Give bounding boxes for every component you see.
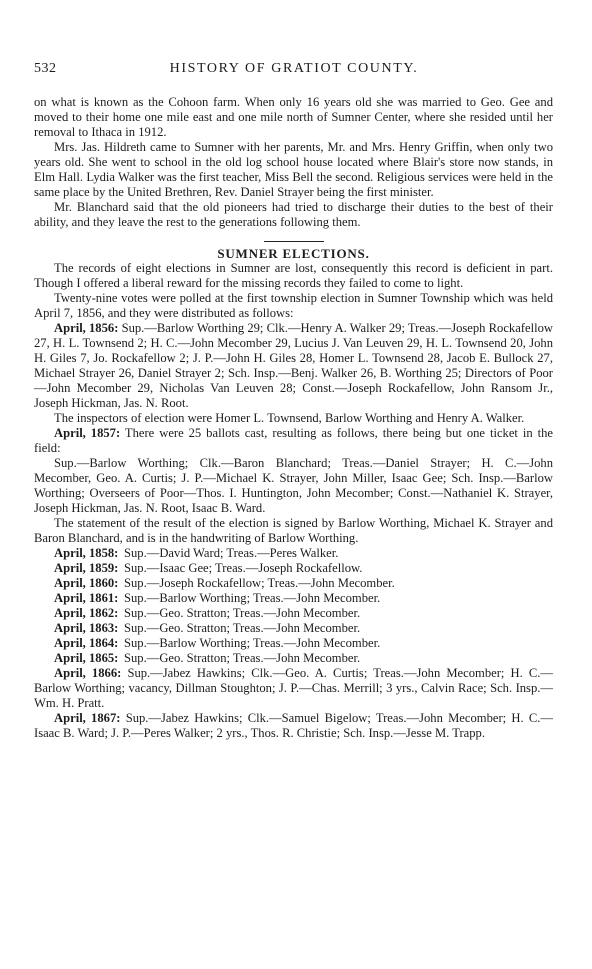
list-item <box>34 561 553 576</box>
page-body <box>34 95 553 741</box>
election-year-list <box>34 546 553 666</box>
list-item <box>34 651 553 666</box>
year-label: April, 1866: <box>54 666 122 680</box>
paragraph: The inspectors of election were Homer L. Townsend, Barlow Worthing and Henry A. Walker. <box>54 411 525 425</box>
paragraph: on what is known as the Cohoon farm. When only 16 years old she was married to Geo. Gee and moved to their home one mile east and one mile north of Sumner Center, where she resided until her removal to Ithaca in 1912. <box>34 95 553 139</box>
paragraph: Mrs. Jas. Hildreth came to Sumner with her parents, Mr. and Mrs. Henry Griffin, when only two years old. She went to school in the old log school house located where Blair's store now stands, in Elm Hall. Lydia Walker was the first teacher, Miss Bell the second. Religious services were held in the same place by the United Brethren, Rev. Daniel Strayer being the first minister. <box>34 140 553 199</box>
year-label: April, 1861: <box>54 591 119 605</box>
list-item <box>34 576 553 591</box>
year-label: April, 1862: <box>54 606 119 620</box>
paragraph: The statement of the result of the election is signed by Barlow Worthing, Michael K. Strayer and Baron Blanchard, and is in the handwriting of Barlow Worthing. <box>34 516 553 545</box>
year-label: April, 1859: <box>54 561 119 575</box>
paragraph-1866 <box>34 666 553 711</box>
list-item <box>34 636 553 651</box>
year-label: April, 1856: <box>54 321 119 335</box>
year-label: April, 1863: <box>54 621 119 635</box>
election-results: Sup.—Barlow Worthing; Treas.—John Mecomber. <box>124 591 381 605</box>
election-results: Sup.—David Ward; Treas.—Peres Walker. <box>124 546 339 560</box>
paragraph: Sup.—Barlow Worthing; Clk.—Baron Blanchard; Treas.—Daniel Strayer; H. C.—John Mecomber, Geo. A. Curtis; J. P.—Michael K. Strayer, John Miller, Isaac Gee; Sch. Insp.—Barlow Worthing; Overseers of Poor—Thos. I. Huntington, John Mecomber; Const.—Nathaniel K. Strayer, Joseph Hickman, Jas. N. Root, Isaac B. Ward. <box>34 456 553 515</box>
election-results: Sup.—Barlow Worthing 29; Clk.—Henry A. Walker 29; Treas.—Joseph Rockafellow 27, H. L. Townsend 2; H. C.—John Mecomber 29, Lucius J. Van Leuven 29, H. L. Townsend 20, John H. Giles 7, Jo. Rockafellow 2; J. P.—John H. Giles 28, Homer L. Townsend 28, Jacob E. Bullock 27, Michael Strayer 26, Daniel Strayer 2; Sch. Insp.—Benj. Walker 26, B. Worthing 25; Directors of Poor—John Mecomber 29, Nicholas Van Leuven 28; Const.—Joseph Rockafellow, John Ransom Jr., Joseph Hickman, Jas. N. Root. <box>34 321 553 410</box>
election-results: There were 25 ballots cast, resulting as follows, there being but one ticket in the field: <box>34 426 554 455</box>
paragraph: Mr. Blanchard said that the old pioneers had tried to discharge their duties to the best of their ability, and they leave the rest to the generations following them. <box>34 200 553 229</box>
election-results: Sup.—Barlow Worthing; Treas.—John Mecomber. <box>124 636 381 650</box>
election-results: Sup.—Jabez Hawkins; Clk.—Samuel Bigelow; Treas.—John Mecomber; H. C.—Isaac B. Ward; J. P.—Peres Walker; 2 yrs., Thos. R. Christie; Sch. Insp.—Jesse M. Trapp. <box>34 711 553 740</box>
list-item <box>34 606 553 621</box>
section-title: SUMNER ELECTIONS. <box>217 246 370 261</box>
page-number: 532 <box>34 61 57 76</box>
election-results: Sup.—Geo. Stratton; Treas.—John Mecomber. <box>124 621 361 635</box>
election-results: Sup.—Joseph Rockafellow; Treas.—John Mecomber. <box>124 576 395 590</box>
election-results: Sup.—Geo. Stratton; Treas.—John Mecomber. <box>124 651 361 665</box>
election-results: Sup.—Isaac Gee; Treas.—Joseph Rockafellow. <box>124 561 363 575</box>
list-item <box>34 621 553 636</box>
year-label: April, 1867: <box>54 711 121 725</box>
year-label: April, 1857: <box>54 426 121 440</box>
running-title: HISTORY OF GRATIOT COUNTY. <box>169 61 419 76</box>
list-item <box>34 546 553 561</box>
paragraph: Twenty-nine votes were polled at the first township election in Sumner Township which was held April 7, 1856, and they were distributed as follows: <box>34 291 553 320</box>
election-results: Sup.—Geo. Stratton; Treas.—John Mecomber. <box>124 606 361 620</box>
paragraph-1867 <box>34 711 553 741</box>
year-label: April, 1865: <box>54 651 119 665</box>
year-label: April, 1864: <box>54 636 119 650</box>
paragraph: The records of eight elections in Sumner are lost, consequently this record is deficient in part. Though I offered a liberal reward for the missing records they failed to come to light. <box>34 261 553 290</box>
year-label: April, 1858: <box>54 546 119 560</box>
section-divider <box>264 241 324 242</box>
page-header <box>34 61 554 79</box>
list-item <box>34 591 553 606</box>
election-results: Sup.—Jabez Hawkins; Clk.—Geo. A. Curtis; Treas.—John Mecomber; H. C.—Barlow Worthing; vacancy, Dillman Stoughton; J. P.—Chas. Merrill; 3 yrs., Calvin Race; Sch. Insp.—Wm. H. Pratt. <box>34 666 553 710</box>
paragraph-1856 <box>34 321 553 411</box>
year-label: April, 1860: <box>54 576 119 590</box>
paragraph-1857 <box>34 426 553 456</box>
